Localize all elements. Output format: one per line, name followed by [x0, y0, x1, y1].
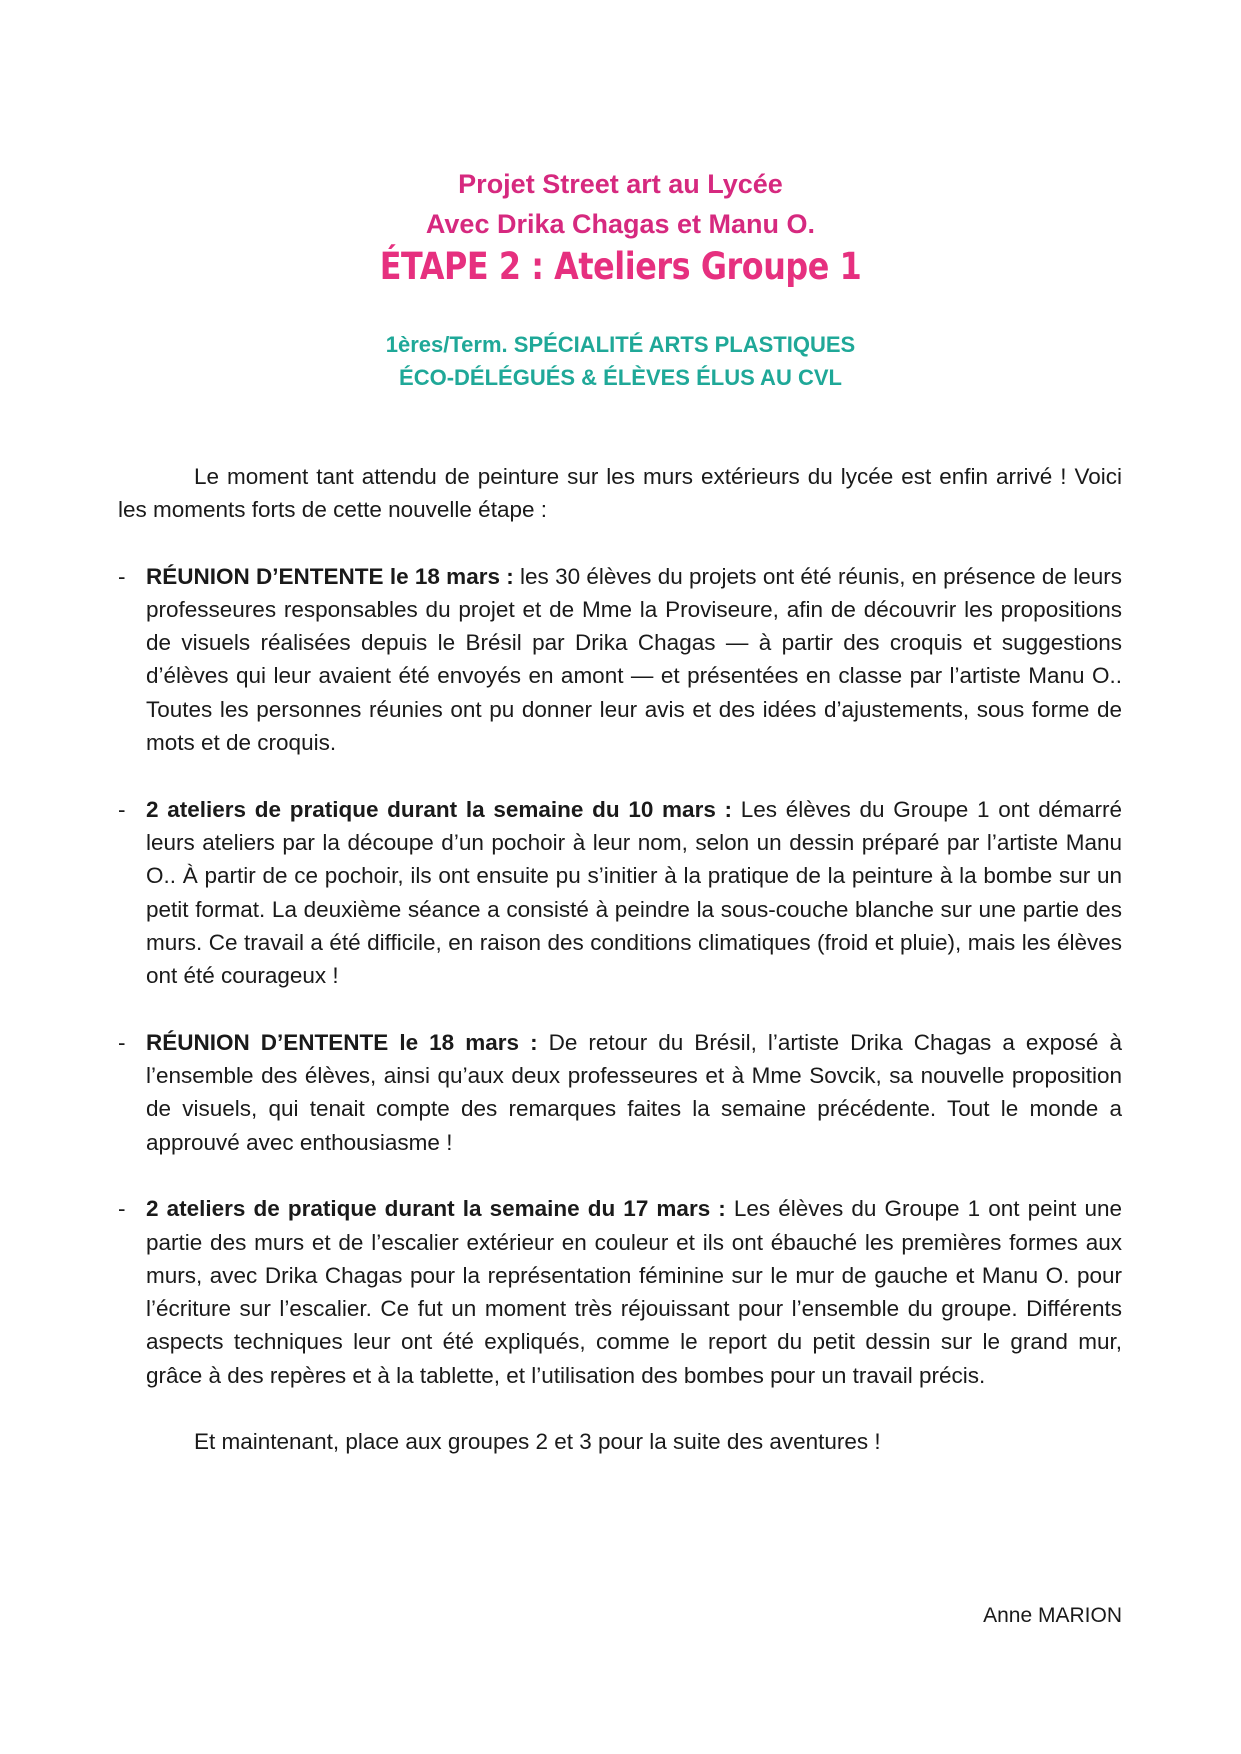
list-item — [118, 1026, 1122, 1159]
item-text: les 30 élèves du projets ont été réunis, en présence de leurs professeures responsables du projet et de Mme la Proviseure, afin de découvrir les propositions de visuels réalisées depuis le Brésil par Drika Chagas — à partir des croquis et suggestions d’élèves qui leur avaient été envoyés en amont — et présentées en classe par l’artiste Manu O.. Toutes les personnes réunies ont pu donner leur avis et des idées d’ajustements, sous forme de mots et de croquis. — [146, 563, 1122, 756]
audience-line-1: 1ères/Term. SPÉCIALITÉ ARTS PLASTIQUES — [385, 332, 856, 357]
list-item — [118, 793, 1122, 993]
item-heading: RÉUNION D’ENTENTE le 18 mars : — [146, 563, 514, 589]
closing-paragraph: Et maintenant, place aux groupes 2 et 3 pour la suite des aventures ! — [194, 1429, 881, 1455]
item-heading: 2 ateliers de pratique durant la semaine du 17 mars : — [146, 1196, 726, 1222]
audience-line-2: ÉCO-DÉLÉGUÉS & ÉLÈVES ÉLUS AU CVL — [399, 365, 842, 390]
item-text: De retour du Brésil, l’artiste Drika Chagas a exposé à l’ensemble des élèves, ainsi qu’aux deux professeures et à Mme Sovcik, sa nouvelle proposition de visuels, qui tenait compte des remarques faites la semaine précédente. Tout le monde a approuvé avec enthousiasme ! — [146, 1029, 1122, 1155]
document-body — [118, 460, 1122, 1459]
project-subtitle: Avec Drika Chagas et Manu O. — [425, 209, 816, 239]
author-signature: Anne MARION — [983, 1604, 1122, 1627]
item-text: Les élèves du Groupe 1 ont démarré leurs ateliers par la découpe d’un pochoir à leur nom, selon un dessin préparé par l’artiste Manu O.. À partir de ce pochoir, ils ont ensuite pu s’initier à la pratique de la peinture à la bombe sur un petit format. La deuxième séance a consisté à peindre la sous-couche blanche sur une partie des murs. Ce travail a été difficile, en raison des conditions climatiques (froid et pluie), mais les élèves ont été courageux ! — [146, 796, 1122, 989]
item-heading: RÉUNION D’ENTENTE le 18 mars : — [146, 1029, 538, 1055]
list-item — [118, 1192, 1122, 1392]
stage-title: ÉTAPE 2 : Ateliers Groupe 1 — [379, 245, 862, 288]
item-heading: 2 ateliers de pratique durant la semaine du 10 mars : — [146, 796, 733, 822]
bullet-dash: - — [118, 796, 126, 822]
bullet-dash: - — [118, 1196, 126, 1222]
intro-paragraph: Le moment tant attendu de peinture sur les murs extérieurs du lycée est enfin arrivé ! Voici les moments forts de cette nouvelle étape : — [118, 464, 1122, 523]
bullet-dash: - — [118, 1029, 126, 1055]
document-header — [0, 164, 1241, 290]
project-title: Projet Street art au Lycée — [458, 169, 783, 199]
bullet-dash: - — [118, 563, 126, 589]
audience-header — [0, 328, 1241, 394]
item-text: Les élèves du Groupe 1 ont peint une partie des murs et de l’escalier extérieur en couleur et ils ont ébauché les premières formes aux murs, avec Drika Chagas pour la représentation féminine sur le mur de gauche et Manu O. pour l’écriture sur l’escalier. Ce fut un moment très réjouissant pour l’ensemble du groupe. Différents aspects techniques leur ont été expliqués, comme le report du petit dessin sur le grand mur, grâce à des repères et à la tablette, et l’utilisation des bombes pour un travail précis. — [146, 1196, 1122, 1388]
events-list — [118, 560, 1122, 1392]
list-item — [118, 560, 1122, 760]
